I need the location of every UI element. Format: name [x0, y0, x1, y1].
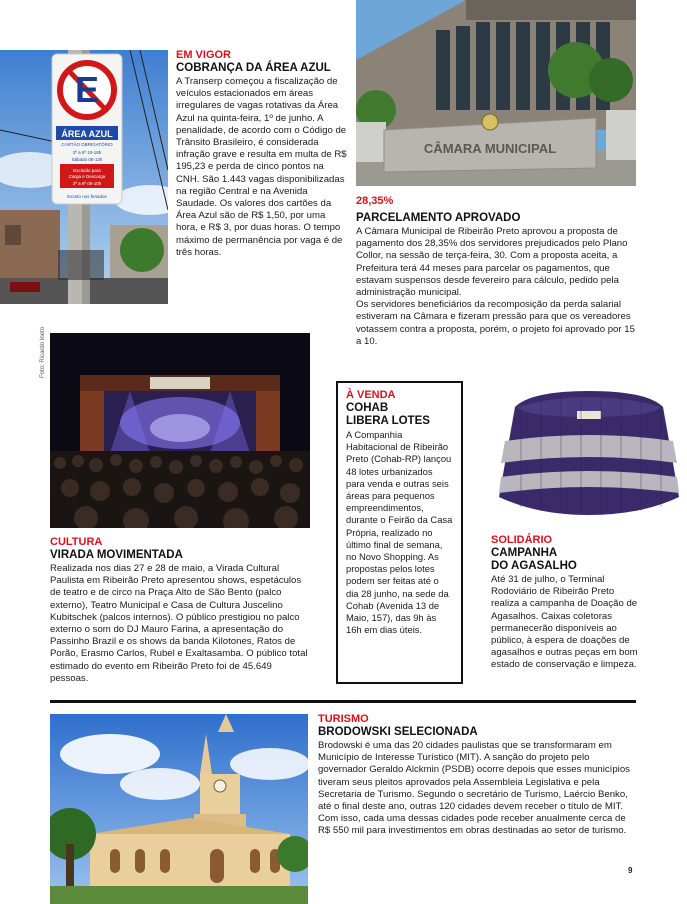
virada-cultural-photo [50, 333, 310, 528]
turismo-headline: BRODOWSKI SELECIONADA [318, 726, 478, 738]
page-number: 9 [628, 866, 633, 875]
parcelamento-headline: PARCELAMENTO APROVADO [356, 212, 521, 224]
article-parcelamento [356, 195, 636, 348]
article-turismo [318, 713, 636, 838]
section-divider [50, 700, 636, 703]
sign-line1: 2ª a 6ª 10-18h [72, 150, 102, 155]
cohab-body: A Companhia Habitacional de Ribeirão Preto (Cohab-RP) lançou 48 lotes urbanizados para venda e outras seis áreas para pequenos empreendimentos, durante o Feirão da Casa Própria, realizado no último final de semana, no Novo Shopping. As propostas pelos lotes podem ser feitas até o dia 28 junho, na sede da Cohab (Avenida 13 de Maio, 157), das 9h às 16h em dias úteis. [346, 429, 453, 636]
cohab-headline-2: LIBERA LOTES [346, 415, 430, 427]
cohab-kicker: À VENDA [346, 389, 396, 401]
sign-subtitle: CARTÃO OBRIGATÓRIO [61, 142, 113, 147]
area-azul-kicker: EM VIGOR [176, 49, 232, 61]
sign-line3: Excluído para [73, 168, 101, 173]
agasalho-photo [491, 377, 687, 525]
parcelamento-kicker: 28,35% [356, 195, 394, 207]
article-cohab-box [336, 381, 463, 684]
area-azul-sign-photo [0, 50, 168, 304]
article-area-azul [176, 49, 348, 259]
cultura-body: Realizada nos dias 27 e 28 de maio, a Virada Cultural Paulista em Ribeirão Preto apresentou shows, espetáculos de teatro e de circo na Praça Alto de São Bento (palco externo), Teatro Municipal e Casa de Cultura Juscelino Kubitschek (palcos internos). O público prestigiou no palco externo o som do DJ Mauro Farina, a apresentação do Passinho Brazil e os shows da banda Kilotones, Ratos de Porão, Erasmo Carlos, Rubel e Exaltasamba. O público total estimado do evento em Ribeirão Preto foi de 45.649 pessoas. [50, 563, 308, 684]
brodowski-church-photo [50, 714, 308, 904]
sign-title: ÁREA AZUL [61, 129, 113, 139]
area-azul-headline: COBRANÇA DA ÁREA AZUL [176, 62, 331, 74]
solidario-headline-1: CAMPANHA [491, 547, 558, 559]
article-cultura [50, 536, 312, 685]
solidario-kicker: SOLIDÁRIO [491, 534, 553, 546]
solidario-body: Até 31 de julho, o Terminal Rodoviário de Ribeirão Preto realiza a campanha de Doação de Agasalhos. Caixas coletoras permanecerão disponíveis ao público, à espera de doações de agasalhos e outras peças em bom estado de conservação e limpeza. [491, 574, 638, 671]
article-solidario [491, 534, 645, 672]
sign-letter: E [74, 69, 100, 110]
turismo-body: Brodowski é uma das 20 cidades paulistas que se transformaram em Município de Interesse Turístico (MIT). A sanção do projeto pelo governador Geraldo Alckmin (PSDB) ocorre depois que esses municípios tiveram seus pleitos aprovados pela Assembleia Legislativa e pela Secretaria de Turismo. Segundo o secretário de Turismo, Laércio Benko, até o final deste ano, outras 120 cidades devem receber o título de MIT. Com isso, cada uma dessas cidades pode receber anualmente cerca de R$ 550 mil para investimentos em obras destinadas ao setor de turismo. [318, 740, 630, 837]
cohab-headline-1: COHAB [346, 402, 389, 414]
parcelamento-body: A Câmara Municipal de Ribeirão Preto aprovou a proposta de pagamento dos 28,35% dos servidores prejudicados pelo Plano Collor, na sessão de terça-feira, 30. Com a proposta aceita, a Prefeitura terá 44 meses para parcelar os pagamentos, que estavam suspensos desde fevereiro para cálculo, pedido pela administração municipal. [356, 226, 628, 299]
cultura-kicker: CULTURA [50, 536, 103, 548]
sign-line5: 2ª a 6ª 06-10h [72, 181, 102, 186]
cultura-headline: VIRADA MOVIMENTADA [50, 549, 183, 561]
camara-municipal-photo [356, 0, 636, 186]
turismo-kicker: TURISMO [318, 713, 369, 725]
parcelamento-body-2: Os servidores beneficiários da recomposição da perda salarial estiveram na Câmara e fizeram pressão para que os vereadores votassem contra a proposta, porém, o projeto foi aprovado por 15 a 10. [356, 299, 635, 347]
solidario-headline-2: DO AGASALHO [491, 560, 577, 572]
sign-line6: Exceto nos feriados [67, 194, 107, 199]
sign-line2: Sábado 08-13h [71, 157, 103, 162]
sign-line4: Carga e Descarga [68, 174, 106, 179]
area-azul-body: A Transerp começou a fiscalização de veículos estacionados em áreas irregulares de vagas rotativas da Área Azul na quinta-feira, 1º de junho. A penalidade, de acordo com o Código de Trânsito Brasileiro, é considerada infração grave e resulta em multa de R$ 195,23 e perda de cinco pontos na CNH. São 1.443 vagas disponibilizadas na região Central e na Avenida Saudade. Os valores dos cartões da Área Azul são de R$ 1,50, por uma hora, e R$ 3, por duas horas. O tempo máximo de permanência por vaga é de três horas. [176, 76, 347, 258]
photo-credit: Foto: Ricardo Ineto [40, 326, 46, 378]
building-facade-text: CÂMARA MUNICIPAL [423, 141, 557, 156]
